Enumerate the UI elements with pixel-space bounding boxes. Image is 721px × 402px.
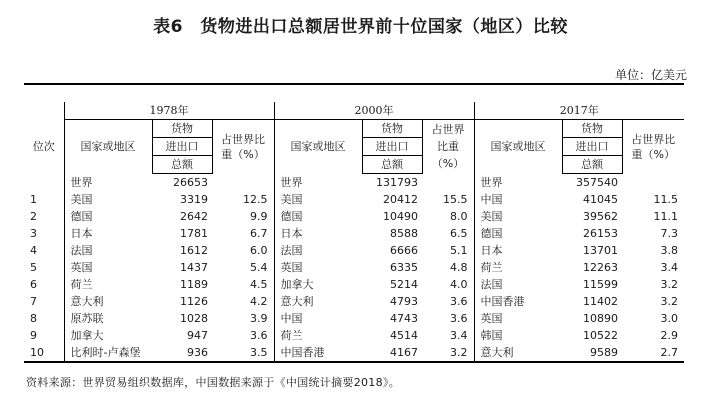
- trade-header-2017-line3: 总额: [562, 156, 622, 174]
- trade-2017-cell: 9589: [590, 346, 618, 359]
- trade-2017-cell: 12263: [583, 261, 618, 274]
- trade-header-2017-line2: 进出口: [562, 138, 622, 156]
- share-2017-cell: 2.9: [660, 329, 678, 342]
- rank-cell: 8: [30, 312, 37, 325]
- country-2000-cell: 荷兰: [274, 327, 362, 344]
- table-row: [24, 242, 684, 259]
- rank-cell: 9: [30, 329, 37, 342]
- share-2017-cell: 11.5: [653, 193, 678, 206]
- unit-label: 单位：亿美元: [614, 68, 687, 82]
- share-header-1978-line1: 占世界比: [221, 132, 265, 146]
- trade-2017-cell: 10522: [583, 329, 618, 342]
- share-1978-cell: 3.9: [250, 312, 268, 325]
- table-row: [24, 276, 684, 293]
- share-header-2017-line1: 占世界比: [631, 132, 676, 146]
- trade-header-1978-line2: 进出口: [152, 138, 212, 156]
- country-2000-cell: 法国: [274, 242, 362, 259]
- share-header-2000: [422, 120, 474, 174]
- country-1978-cell: 法国: [64, 242, 152, 259]
- country-2017-cell: 法国: [474, 276, 562, 293]
- country-2000-cell: 加拿大: [274, 276, 362, 293]
- share-1978-cell: 3.5: [250, 346, 268, 359]
- trade-header-2000-line2: 进出口: [362, 138, 422, 156]
- country-1978-cell: 荷兰: [64, 276, 152, 293]
- trade-1978-cell: 947: [187, 329, 208, 342]
- country-1978-cell: 意大利: [64, 293, 152, 310]
- table-row: [24, 208, 684, 225]
- trade-2000-cell: 5214: [390, 278, 418, 291]
- rank-header: 位次: [32, 140, 55, 153]
- country-2017-cell: 中国香港: [474, 293, 562, 310]
- country-2000-cell: 美国: [274, 191, 362, 208]
- country-2000-cell: 日本: [274, 225, 362, 242]
- share-2000-cell: 4.0: [450, 278, 468, 291]
- rank-cell: 1: [30, 193, 37, 206]
- country-1978-cell: 美国: [64, 191, 152, 208]
- share-2017-cell: 3.0: [660, 312, 678, 325]
- trade-2000-cell: 8588: [390, 227, 418, 240]
- table-row: [24, 327, 684, 344]
- trade-2017-cell: 13701: [583, 244, 618, 257]
- share-2000-cell: 15.5: [443, 193, 468, 206]
- share-2000-cell: 4.8: [450, 261, 468, 274]
- country-1978-cell: 比利时-卢森堡: [64, 344, 152, 362]
- country-2017-cell: 德国: [474, 225, 562, 242]
- table-row: [24, 310, 684, 327]
- trade-2000-cell: 4793: [390, 295, 418, 308]
- rank-cell: 3: [30, 227, 37, 240]
- share-1978-cell: 3.6: [250, 329, 268, 342]
- trade-2017-cell: 26153: [583, 227, 618, 240]
- country-2000-cell: 英国: [274, 259, 362, 276]
- country-2017-cell: 意大利: [474, 344, 562, 362]
- rank-cell: 5: [30, 261, 37, 274]
- country-2000-cell: 中国香港: [274, 344, 362, 362]
- trade-2017-cell: 10890: [583, 312, 618, 325]
- share-1978-cell: 12.5: [243, 193, 268, 206]
- table-row: [24, 293, 684, 310]
- world-value-2017: 357540: [576, 176, 618, 189]
- country-2017-cell: 荷兰: [474, 259, 562, 276]
- share-1978-cell: 4.5: [250, 278, 268, 291]
- trade-header-1978-line3: 总额: [152, 156, 212, 174]
- trade-1978-cell: 2642: [180, 210, 208, 223]
- share-1978-cell: 6.7: [250, 227, 268, 240]
- country-2000-cell: 德国: [274, 208, 362, 225]
- table-row: [24, 191, 684, 208]
- country-header-1978: 国家或地区: [64, 120, 152, 174]
- share-1978-cell: 9.9: [250, 210, 268, 223]
- share-1978-cell: 5.4: [250, 261, 268, 274]
- share-header-2017-line2: 重（%）: [631, 147, 675, 161]
- share-2017-cell: 3.2: [660, 278, 678, 291]
- share-2017-cell: 11.1: [653, 210, 678, 223]
- country-2017-cell: 美国: [474, 208, 562, 225]
- trade-1978-cell: 936: [187, 346, 208, 359]
- trade-1978-cell: 3319: [180, 193, 208, 206]
- world-value-1978: 26653: [173, 176, 208, 189]
- trade-2000-cell: 4167: [390, 346, 418, 359]
- country-1978-cell: 加拿大: [64, 327, 152, 344]
- trade-2000-cell: 10490: [383, 210, 418, 223]
- share-header-2017: [622, 120, 684, 174]
- share-1978-cell: 6.0: [250, 244, 268, 257]
- country-2000-cell: 意大利: [274, 293, 362, 310]
- trade-1978-cell: 1028: [180, 312, 208, 325]
- table-row: [24, 225, 684, 242]
- country-2000-cell: 中国: [274, 310, 362, 327]
- country-1978-cell: 英国: [64, 259, 152, 276]
- trade-1978-cell: 1781: [180, 227, 208, 240]
- world-value-2000: 131793: [376, 176, 418, 189]
- rank-cell: 6: [30, 278, 37, 291]
- country-2017-cell: 英国: [474, 310, 562, 327]
- trade-2017-cell: 11599: [583, 278, 618, 291]
- trade-comparison-table: [24, 83, 684, 380]
- share-2000-cell: 3.2: [450, 346, 468, 359]
- year-header-1978: 1978年: [64, 102, 274, 120]
- world-row: [24, 174, 684, 192]
- table-row: [24, 344, 684, 362]
- trade-1978-cell: 1189: [180, 278, 208, 291]
- trade-2000-cell: 20412: [383, 193, 418, 206]
- year-header-2017: 2017年: [474, 102, 684, 120]
- trade-1978-cell: 1612: [180, 244, 208, 257]
- trade-1978-cell: 1126: [180, 295, 208, 308]
- share-header-2000-line2: 比重: [437, 140, 459, 154]
- share-header-1978-line2: 重（%）: [221, 147, 265, 161]
- country-2017-cell: 韩国: [474, 327, 562, 344]
- share-2000-cell: 3.6: [450, 312, 468, 325]
- share-2017-cell: 3.4: [660, 261, 678, 274]
- trade-header-1978-line1: 货物: [152, 120, 212, 138]
- share-2017-cell: 7.3: [660, 227, 678, 240]
- rank-cell: 4: [30, 244, 37, 257]
- country-1978-cell: 原苏联: [64, 310, 152, 327]
- trade-2000-cell: 4514: [390, 329, 418, 342]
- share-header-2000-line3: （%）: [431, 157, 465, 171]
- country-1978-cell: 日本: [64, 225, 152, 242]
- country-2017-cell: 日本: [474, 242, 562, 259]
- country-1978-cell: 德国: [64, 208, 152, 225]
- share-1978-cell: 4.2: [250, 295, 268, 308]
- trade-header-2000-line3: 总额: [362, 156, 422, 174]
- table-title: 表6 货物进出口总额居世界前十位国家（地区）比较: [153, 17, 568, 37]
- share-header-2000-line1: 占世界: [431, 123, 465, 137]
- trade-1978-cell: 1437: [180, 261, 208, 274]
- year-header-2000: 2000年: [274, 102, 474, 120]
- trade-header-2000-line1: 货物: [362, 120, 422, 138]
- trade-2017-cell: 41045: [583, 193, 618, 206]
- share-2000-cell: 5.1: [450, 244, 468, 257]
- share-2000-cell: 6.5: [450, 227, 468, 240]
- share-header-1978: [212, 120, 274, 174]
- table-row: [24, 259, 684, 276]
- share-2000-cell: 3.4: [450, 329, 468, 342]
- share-2017-cell: 3.8: [660, 244, 678, 257]
- trade-2000-cell: 6666: [390, 244, 418, 257]
- share-2017-cell: 2.7: [660, 346, 678, 359]
- world-label-2017: 世界: [474, 174, 562, 192]
- trade-2000-cell: 6335: [390, 261, 418, 274]
- share-2000-cell: 3.6: [450, 295, 468, 308]
- rank-cell: 10: [30, 346, 44, 359]
- trade-header-2017-line1: 货物: [562, 120, 622, 138]
- trade-2017-cell: 11402: [583, 295, 618, 308]
- trade-2017-cell: 39562: [583, 210, 618, 223]
- trade-2000-cell: 4743: [390, 312, 418, 325]
- rank-cell: 2: [30, 210, 37, 223]
- world-label-2000: 世界: [274, 174, 362, 192]
- country-header-2000: 国家或地区: [274, 120, 362, 174]
- share-2000-cell: 8.0: [450, 210, 468, 223]
- country-2017-cell: 中国: [474, 191, 562, 208]
- share-2017-cell: 3.2: [660, 295, 678, 308]
- country-header-2017: 国家或地区: [474, 120, 562, 174]
- world-label-1978: 世界: [64, 174, 152, 192]
- source-note: 资料来源：世界贸易组织数据库，中国数据来源于《中国统计摘要2018》。: [26, 376, 400, 389]
- rank-cell: 7: [30, 295, 37, 308]
